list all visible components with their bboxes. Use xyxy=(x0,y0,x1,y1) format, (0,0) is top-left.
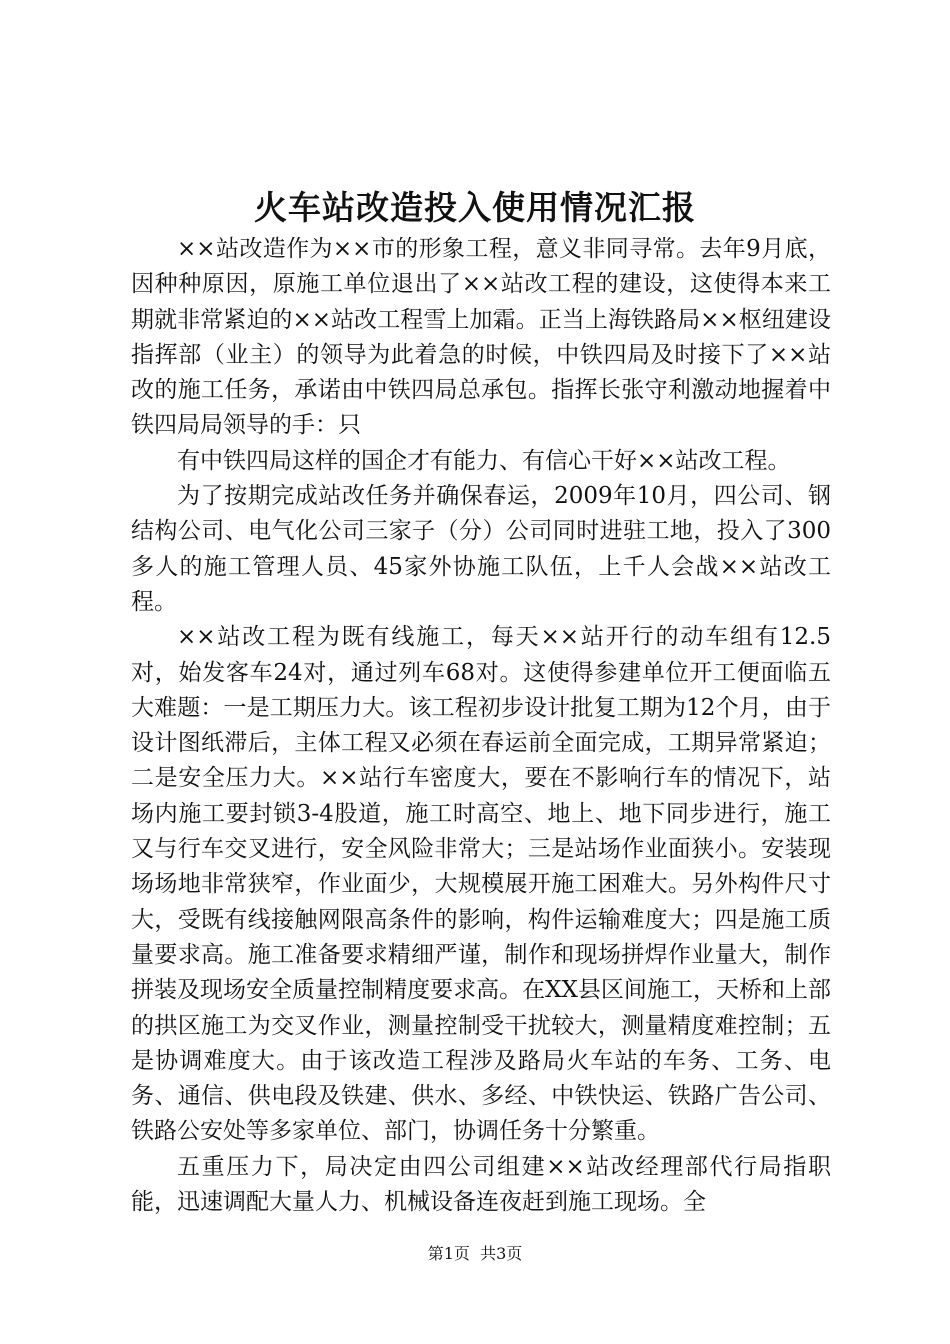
page-total: 共3页 xyxy=(480,1244,523,1263)
paragraph-4: ××站改工程为既有线施工，每天××站开行的动车组有12.5对，始发客车24对，通过列车68对。这使得参建单位开工便面临五大难题：一是工期压力大。该工程初步设计批复工期为12个月，由于设计图纸滞后，主体工程又必须在春运前全面完成，工期异常紧迫；二是安全压力大。××站行车密度大，要在不影响行车的情况下，站场内施工要封锁3-4股道，施工时高空、地上、地下同步进行，施工又与行车交叉进行，安全风险非常大；三是站场作业面狭小。安装现场场地非常狭窄，作业面少，大规模展开施工困难大。另外构件尺寸大，受既有线接触网限高条件的影响，构件运输难度大；四是施工质量要求高。施工准备要求精细严谨，制作和现场拼焊作业量大，制作拼装及现场安全质量控制精度要求高。在XX县区间施工，天桥和上部的拱区施工为交叉作业，测量控制受干扰较大，测量精度难控制；五是协调难度大。由于该改造工程涉及路局火车站的车务、工务、电务、通信、供电段及铁建、供水、多经、中铁快运、铁路广告公司、铁路公安处等多家单位、部门，协调任务十分繁重。 xyxy=(131,624,831,1145)
document-title: 火车站改造投入使用情况汇报 xyxy=(254,188,696,227)
paragraph-2: 有中铁四局这样的国企才有能力、有信心干好××站改工程。 xyxy=(177,447,791,474)
page-footer xyxy=(0,1242,950,1266)
paragraph-3: 为了按期完成站改任务并确保春运，2009年10月，四公司、钢结构公司、电气化公司三家子（分）公司同时进驻工地，投入了300多人的施工管理人员、45家外协施工队伍，上千人会战××站改工程。 xyxy=(131,483,831,615)
footer-spacer xyxy=(470,1244,480,1263)
paragraph-1: ××站改造作为××市的形象工程，意义非同寻常。去年9月底，因种种原因，原施工单位退出了××站改工程的建设，这使得本来工期就非常紧迫的××站改工程雪上加霜。正当上海铁路局××枢纽建设指挥部（业主）的领导为此着急的时候，中铁四局及时接下了××站改的施工任务，承诺由中铁四局总承包。指挥长张守利激动地握着中铁四局局领导的手：只 xyxy=(131,236,831,439)
paragraph-5: 五重压力下，局决定由四公司组建××站改经理部代行局指职能，迅速调配大量人力、机械设备连夜赶到施工现场。全 xyxy=(131,1153,831,1216)
document-body xyxy=(131,232,831,1220)
page-number: 第1页 xyxy=(427,1244,470,1263)
